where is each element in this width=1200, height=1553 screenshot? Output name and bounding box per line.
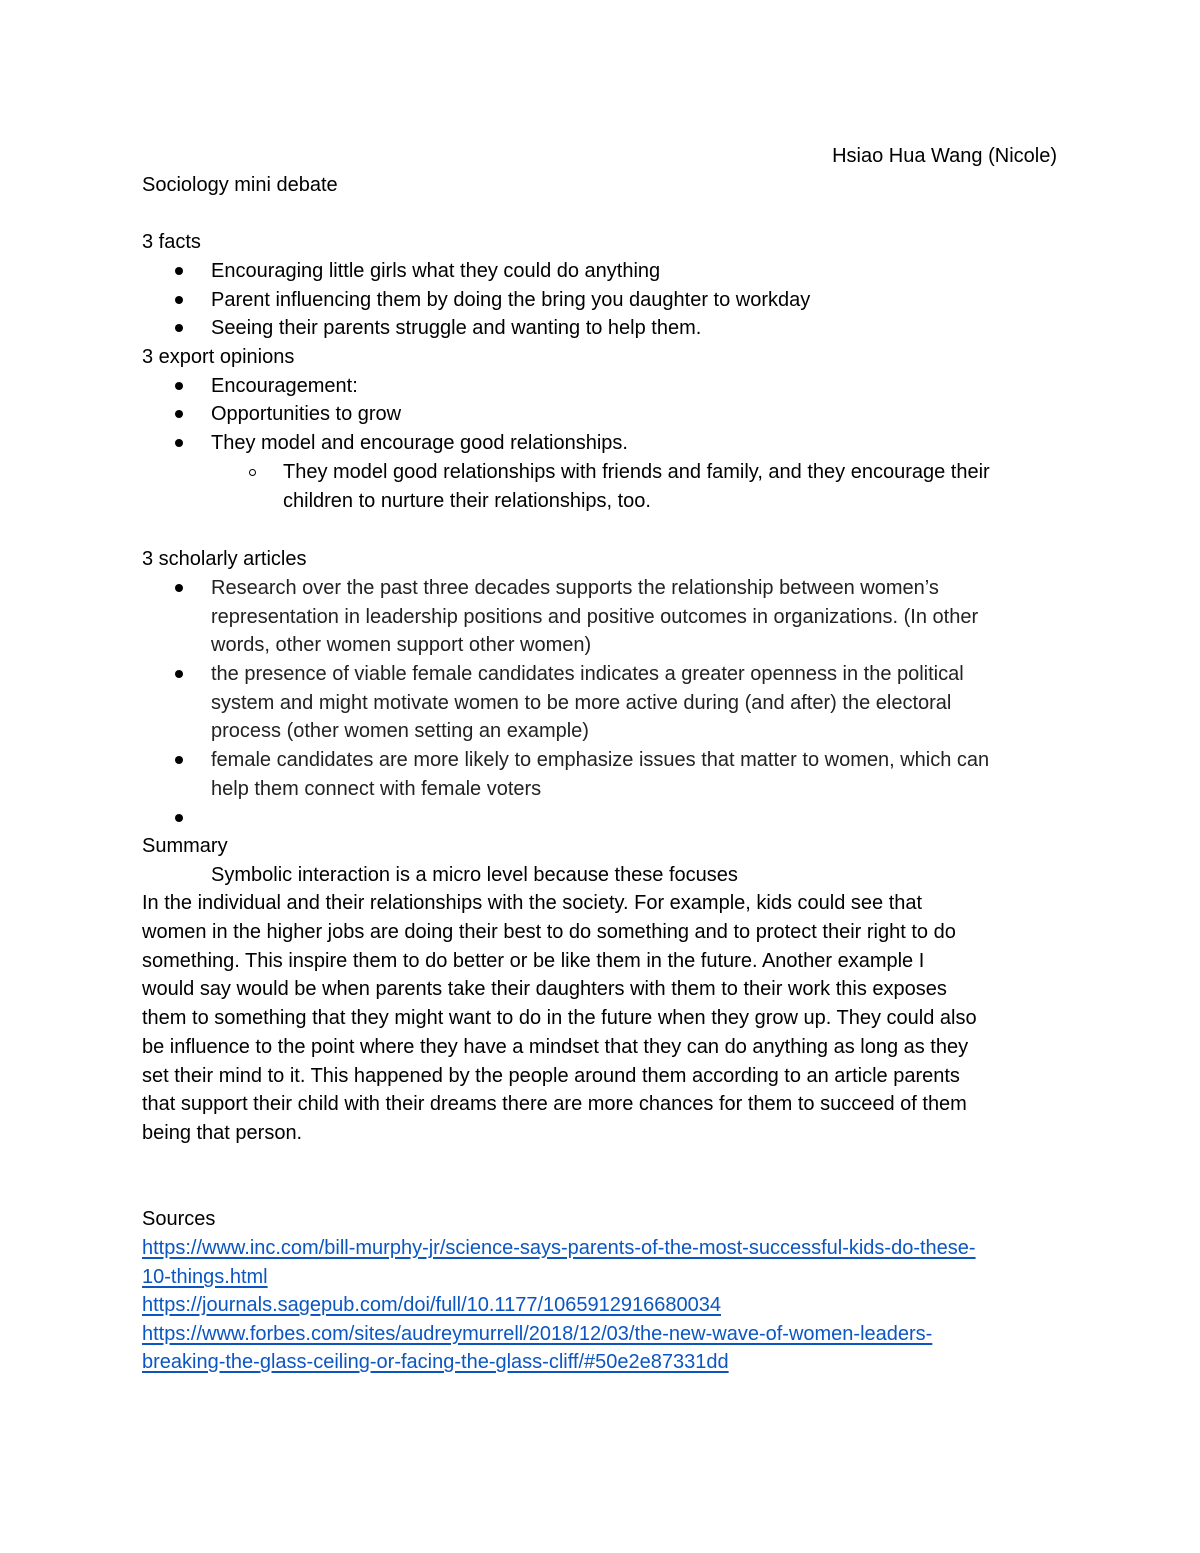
summary-line: would say would be when parents take their daughters with them to their work this exposes [142, 978, 947, 1000]
summary-line: something. This inspire them to do better or be like them in the future. Another example I [142, 950, 925, 972]
article-item-line: words, other women support other women) [211, 634, 592, 656]
fact-item: Parent influencing them by doing the bring you daughter to workday [211, 289, 811, 311]
bullet-icon [175, 410, 183, 418]
article-item-line: system and might motivate women to be more active during (and after) the electoral [211, 692, 952, 714]
author-name: Hsiao Hua Wang (Nicole) [832, 145, 1057, 167]
opinion-item: Opportunities to grow [211, 403, 402, 425]
circle-bullet-icon [249, 469, 256, 476]
article-item-line: the presence of viable female candidates indicates a greater openness in the political [211, 663, 964, 685]
summary-line: set their mind to it. This happened by the people around them according to an article parents [142, 1065, 960, 1087]
bullet-icon [175, 584, 183, 592]
bullet-icon [175, 439, 183, 447]
bullet-icon [175, 267, 183, 275]
summary-line: In the individual and their relationships with the society. For example, kids could see that [142, 892, 923, 914]
bullet-icon [175, 756, 183, 764]
facts-heading: 3 facts [142, 231, 201, 253]
source-link-forbes[interactable]: https://www.forbes.com/sites/audreymurrell/2018/12/03/the-new-wave-of-women-leaders- [142, 1323, 933, 1345]
opinions-heading: 3 export opinions [142, 346, 295, 368]
articles-heading: 3 scholarly articles [142, 548, 307, 570]
bullet-icon [175, 296, 183, 304]
summary-line: them to something that they might want to do in the future when they grow up. They could also [142, 1007, 977, 1029]
document-title: Sociology mini debate [142, 174, 338, 196]
bullet-icon [175, 814, 183, 822]
summary-line: being that person. [142, 1122, 303, 1144]
bullet-icon [175, 382, 183, 390]
summary-line: women in the higher jobs are doing their best to do something and to protect their right to do [142, 921, 956, 943]
source-link-sagepub[interactable]: https://journals.sagepub.com/doi/full/10.1177/1065912916680034 [142, 1294, 721, 1316]
article-item-line: representation in leadership positions and positive outcomes in organizations. (In other [211, 606, 979, 628]
source-link-inc-continued[interactable]: 10-things.html [142, 1266, 268, 1288]
article-item-line: Research over the past three decades supports the relationship between women’s [211, 577, 939, 599]
bullet-icon [175, 670, 183, 678]
opinion-item: Encouragement: [211, 375, 358, 397]
article-item-line: female candidates are more likely to emphasize issues that matter to women, which can [211, 749, 990, 771]
bullet-icon [175, 324, 183, 332]
source-link-inc[interactable]: https://www.inc.com/bill-murphy-jr/science-says-parents-of-the-most-successful-kids-do-these- [142, 1237, 976, 1259]
summary-line: that support their child with their dreams there are more chances for them to succeed of them [142, 1093, 967, 1115]
opinion-item: They model and encourage good relationships. [211, 432, 628, 454]
summary-line: Symbolic interaction is a micro level because these focuses [211, 864, 738, 886]
opinion-subitem-line: They model good relationships with friends and family, and they encourage their [283, 461, 990, 483]
article-item-line: help them connect with female voters [211, 778, 542, 800]
summary-heading: Summary [142, 835, 228, 857]
opinion-subitem-line: children to nurture their relationships, too. [283, 490, 651, 512]
summary-line: be influence to the point where they have a mindset that they can do anything as long as they [142, 1036, 969, 1058]
article-item-line: process (other women setting an example) [211, 720, 589, 742]
sources-heading: Sources [142, 1208, 216, 1230]
fact-item: Encouraging little girls what they could do anything [211, 260, 661, 282]
source-link-forbes-continued[interactable]: breaking-the-glass-ceiling-or-facing-the-glass-cliff/#50e2e87331dd [142, 1351, 729, 1373]
fact-item: Seeing their parents struggle and wanting to help them. [211, 317, 702, 339]
